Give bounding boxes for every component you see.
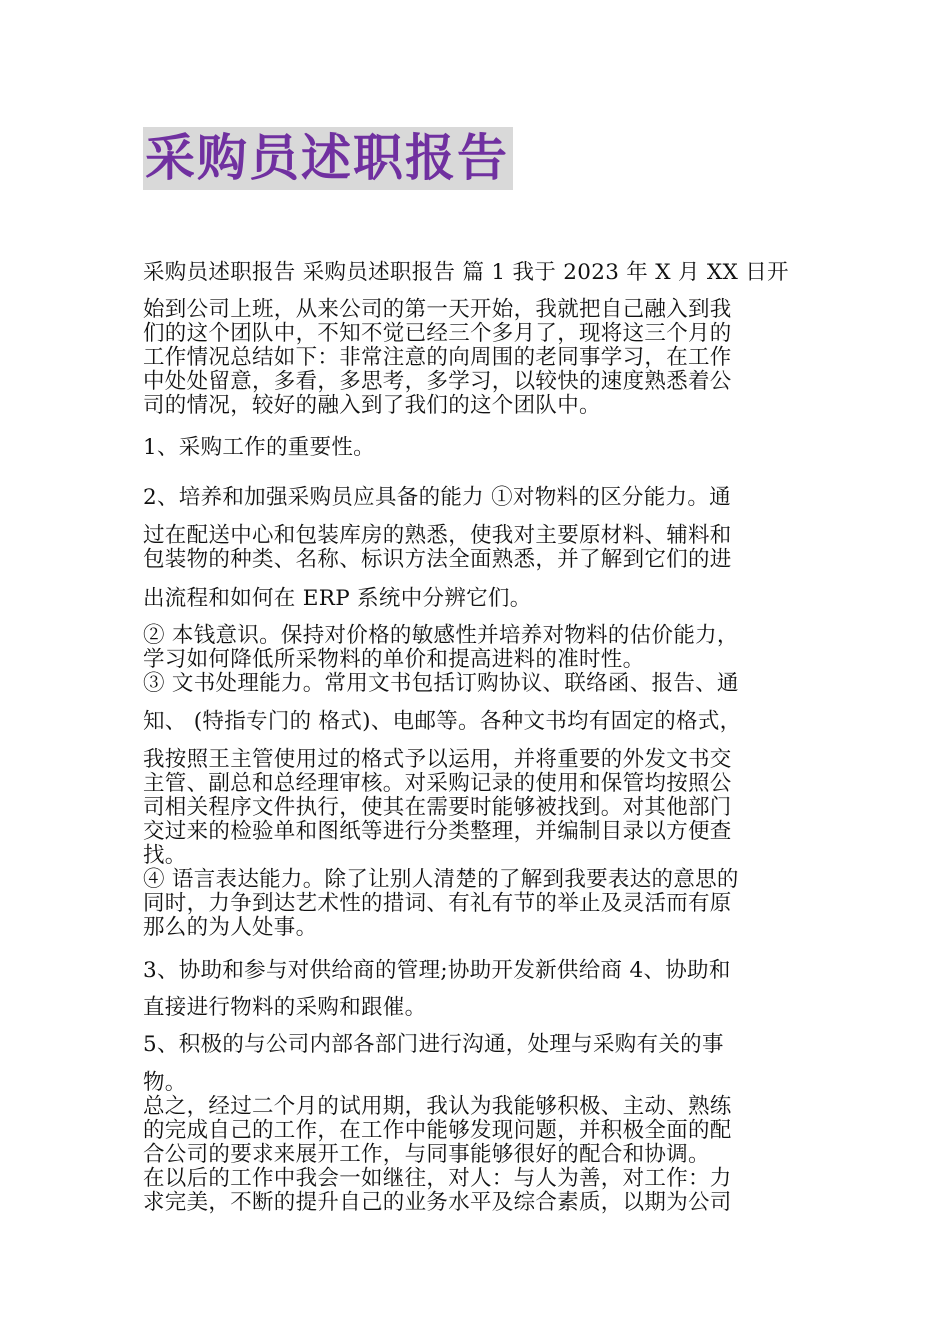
text-line: 在以后的工作中我会一如继往，对人：与人为善，对工作：力 [143, 1166, 732, 1191]
text-line: 1、采购工作的重要性。 [143, 435, 375, 460]
paragraph [143, 486, 811, 510]
text-line: 的完成自己的工作，在工作中能够发现问题，并积极全面的配 [143, 1118, 732, 1143]
text-line: 主管、副总和总经理审核。对采购记录的使用和保管均按照公 [143, 771, 732, 796]
text-line: 包装物的种类、名称、标识方法全面熟悉，并了解到它们的进 [143, 547, 732, 572]
text-line: 直接进行物料的采购和跟催。 [143, 995, 427, 1020]
text-line: 司相关程序文件执行，使其在需要时能够被找到。对其他部门 [143, 795, 732, 820]
text-line: 始到公司上班，从来公司的第一天开始，我就把自己融入到我 [143, 297, 732, 322]
paragraph [143, 298, 811, 418]
text-line: ③ 文书处理能力。常用文书包括订购协议、联络函、报告、通 [143, 671, 739, 696]
text-line: 3、协助和参与对供给商的管理;协助开发新供给商 4、协助和 [143, 958, 731, 983]
text-line: 司的情况，较好的融入到了我们的这个团队中。 [143, 393, 601, 418]
text-line: ④ 语言表达能力。除了让别人清楚的了解到我要表达的意思的 [143, 867, 739, 892]
paragraph [143, 1071, 811, 1215]
text-line: 知、 (特指专门的 格式)、电邮等。各种文书均有固定的格式， [143, 709, 742, 734]
text-line: 求完美，不断的提升自己的业务水平及综合素质，以期为公司 [143, 1190, 732, 1215]
text-line: 合公司的要求来展开工作，与同事能够很好的配合和协调。 [143, 1142, 710, 1167]
text-line: 总之，经过二个月的试用期，我认为我能够积极、主动、熟练 [143, 1094, 732, 1119]
paragraph [143, 524, 811, 572]
text-line: 那么的为人处事。 [143, 915, 318, 940]
text-line: ② 本钱意识。保持对价格的敏感性并培养对物料的估价能力， [143, 623, 739, 648]
text-line: 物。 [143, 1070, 187, 1095]
paragraph [143, 261, 811, 285]
paragraph [143, 710, 811, 734]
text-line: 2、培养和加强采购员应具备的能力 ①对物料的区分能力。通 [143, 485, 731, 510]
title-highlight [143, 127, 513, 190]
document-title: 采购员述职报告 [145, 129, 509, 187]
paragraph [143, 959, 811, 983]
text-line: 们的这个团队中，不知不觉已经三个多月了，现将这三个月的 [143, 321, 732, 346]
paragraph [143, 436, 811, 460]
text-line: 中处处留意，多看，多思考，多学习，以较快的速度熟悉着公 [143, 369, 732, 394]
text-line: 找。 [143, 843, 187, 868]
text-line: 学习如何降低所采物料的单价和提高进料的准时性。 [143, 647, 645, 672]
paragraph [143, 748, 811, 940]
text-line: 出流程和如何在 ERP 系统中分辨它们。 [143, 586, 532, 611]
paragraph [143, 996, 811, 1020]
paragraph [143, 624, 811, 696]
paragraph [143, 1033, 811, 1057]
text-line: 同时，力争到达艺术性的措词、有礼有节的举止及灵活而有原 [143, 891, 732, 916]
text-line: 采购员述职报告 采购员述职报告 篇 1 我于 2023 年 X 月 XX 日开 [143, 260, 789, 285]
text-line: 过在配送中心和包装库房的熟悉，使我对主要原材料、辅料和 [143, 523, 732, 548]
text-line: 我按照王主管使用过的格式予以运用，并将重要的外发文书交 [143, 747, 732, 772]
text-line: 交过来的检验单和图纸等进行分类整理，并编制目录以方便查 [143, 819, 732, 844]
text-line: 5、积极的与公司内部各部门进行沟通，处理与采购有关的事 [143, 1032, 724, 1057]
text-line: 工作情况总结如下：非常注意的向周围的老同事学习，在工作 [143, 345, 732, 370]
paragraph [143, 587, 811, 611]
